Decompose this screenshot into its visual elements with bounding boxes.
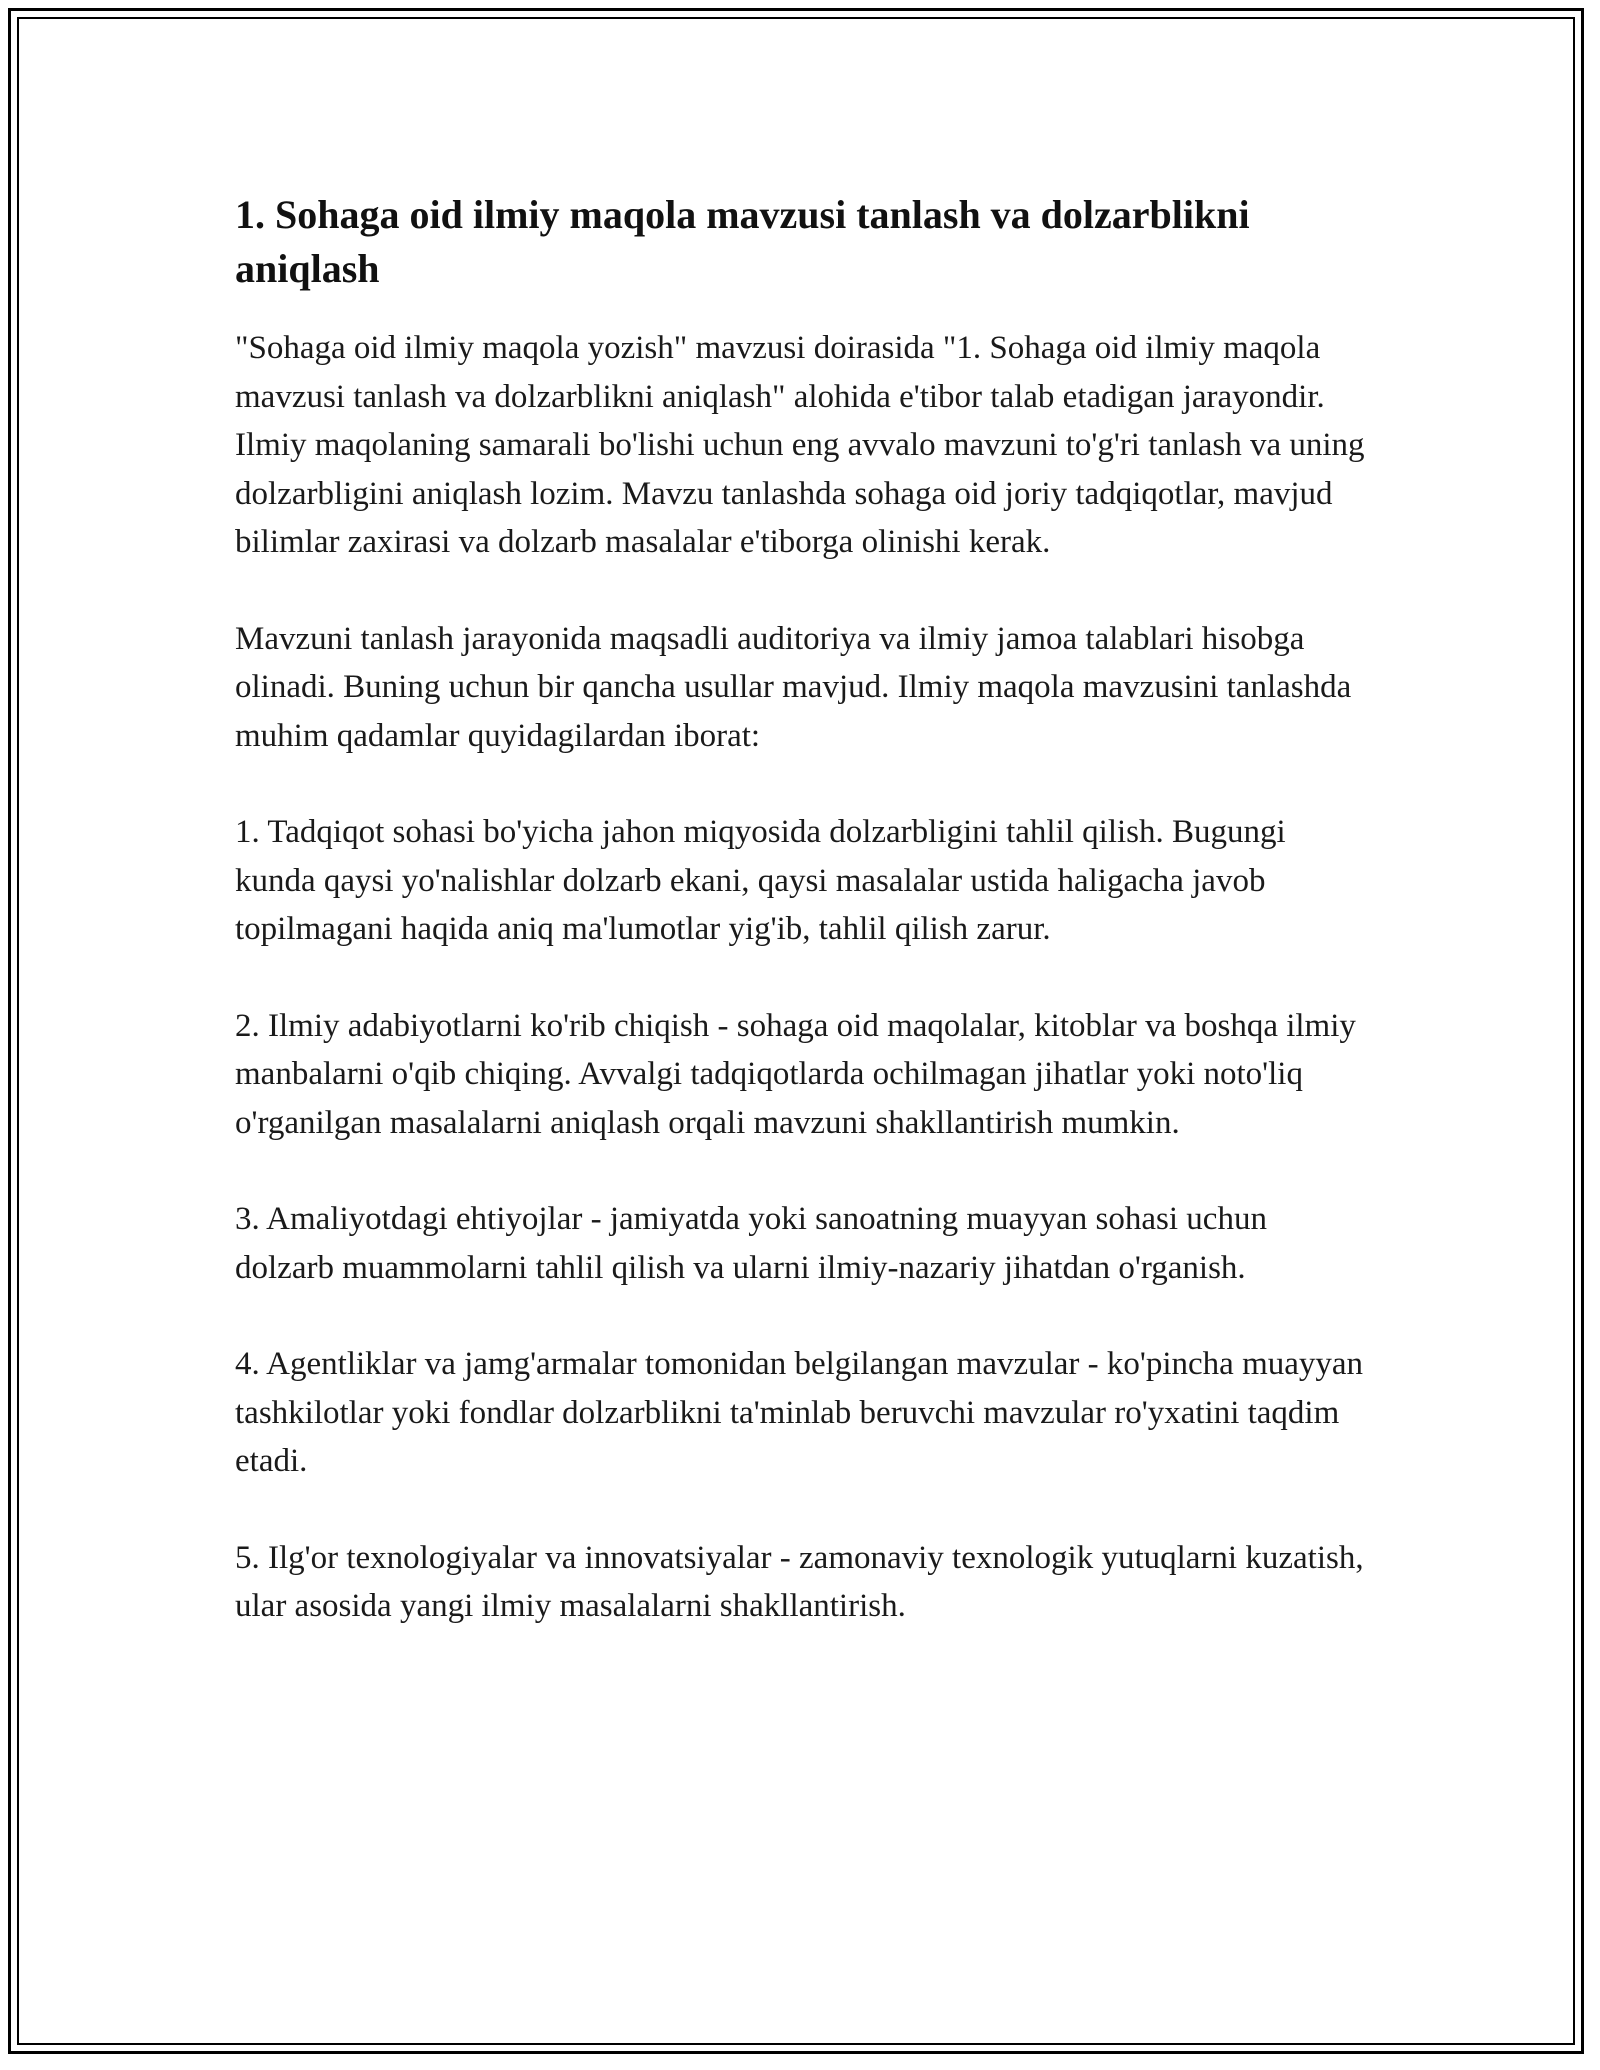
- method-paragraph: Mavzuni tanlash jarayonida maqsadli auditoriya va ilmiy jamoa talablari hisobga olinadi. Buning uchun bir qancha usullar mavjud. Ilmiy maqola mavzusini tanlashda muhim qadamlar quyidagilardan iborat:: [235, 620, 1352, 754]
- document-body: [235, 188, 1365, 1679]
- list-item-1: 1. Tadqiqot sohasi bo'yicha jahon miqyosida dolzarbligini tahlil qilish. Bugungi kunda qaysi yo'nalishlar dolzarb ekani, qaysi masalalar ustida haligacha javob topilmagani haqida aniq ma'lumotlar yig'ib, tahlil qilish zarur.: [235, 814, 1286, 947]
- list-item-2: 2. Ilmiy adabiyotlarni ko'rib chiqish - sohaga oid maqolalar, kitoblar va boshqa ilmiy manbalarni o'qib chiqing. Avvalgi tadqiqotlarda ochilmagan jihatlar yoki noto'liq o'rganilgan masalalarni aniqlash orqali mavzuni shakllantirish mumkin.: [235, 1007, 1356, 1141]
- list-item-4: 4. Agentliklar va jamg'armalar tomonidan belgilangan mavzular - ko'pincha muayyan tashkilotlar yoki fondlar dolzarblikni ta'minlab beruvchi mavzular ro'yxatini taqdim etadi.: [235, 1346, 1364, 1479]
- intro-paragraph: "Sohaga oid ilmiy maqola yozish" mavzusi doirasida "1. Sohaga oid ilmiy maqola mavzusi tanlash va dolzarblikni aniqlash" alohida e'tibor talab etadigan jarayondir. Ilmiy maqolaning samarali bo'lishi uchun eng avvalo mavzuni to'g'ri tanlash va uning dolzarbligini aniqlash lozim. Mavzu tanlashda sohaga oid joriy tadqiqotlar, mavjud bilimlar zaxirasi va dolzarb masalalar e'tiborga olinishi kerak.: [235, 330, 1365, 560]
- list-item-3: 3. Amaliyotdagi ehtiyojlar - jamiyatda yoki sanoatning muayyan sohasi uchun dolzarb muammolarni tahlil qilish va ularni ilmiy-nazariy jihatdan o'rganish.: [235, 1201, 1267, 1286]
- document-title: 1. Sohaga oid ilmiy maqola mavzusi tanlash va dolzarblikni aniqlash: [235, 192, 1250, 291]
- list-item-5: 5. Ilg'or texnologiyalar va innovatsiyalar - zamonaviy texnologik yutuqlarni kuzatish, ular asosida yangi ilmiy masalalarni shakllantirish.: [235, 1539, 1364, 1624]
